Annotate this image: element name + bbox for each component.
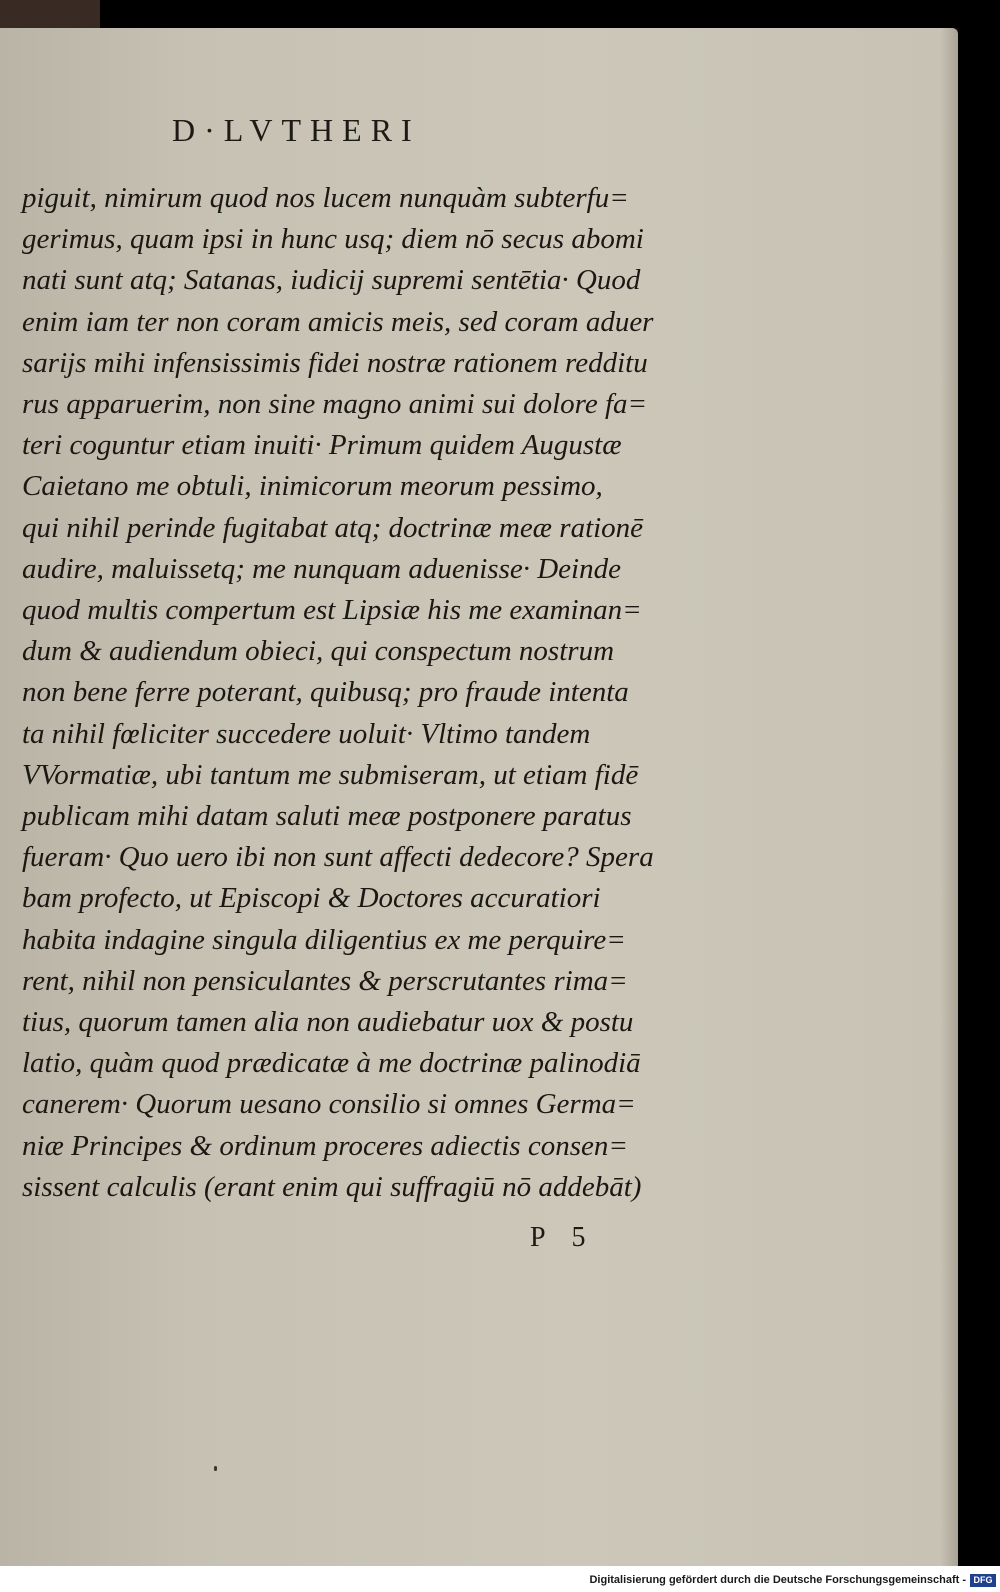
ink-speck (214, 1466, 217, 1471)
text-line: sissent calculis (erant enim qui suffragiū nō addebāt) (22, 1170, 642, 1203)
dfg-logo-icon: DFG (970, 1574, 996, 1587)
text-line: piguit, nimirum quod nos lucem nunquàm subterfu= (22, 182, 629, 214)
text-line: rus apparuerim, non sine magno animi sui dolore fa= (22, 388, 648, 421)
running-head: D·LVTHERI (172, 112, 421, 148)
text-line: enim iam ter non coram amicis meis, sed coram aduer (22, 305, 654, 338)
text-line: quod multis compertum est Lipsiæ his me examinan= (22, 594, 642, 627)
text-line: niæ Principes & ordinum proceres adiectis consen= (22, 1129, 628, 1162)
text-line: fueram· Quo uero ibi non sunt affecti dedecore? Spera (22, 841, 654, 874)
text-line: habita indagine singula diligentius ex me perquire= (22, 923, 626, 956)
text-line: publicam mihi datam saluti meæ postponere paratus (22, 800, 632, 833)
text-line: VVormatiæ, ubi tantum me submiseram, ut etiam fidē (22, 758, 639, 791)
text-line: rent, nihil non pensiculantes & perscrutantes rima= (22, 964, 628, 997)
signature-mark: P 5 (530, 1222, 596, 1253)
page-edge-shadow (940, 28, 958, 1566)
text-line: qui nihil perinde fugitabat atq; doctrinæ meæ rationē (22, 511, 644, 544)
text-line: latio, quàm quod prædicatæ à me doctrinæ palinodiā (22, 1047, 641, 1080)
body-text (22, 178, 662, 1208)
text-line: nati sunt atq; Satanas, iudicij supremi sentētia· Quod (22, 264, 641, 297)
text-line: Caietano me obtuli, inimicorum meorum pessimo, (22, 470, 603, 503)
text-line: sarijs mihi infensissimis fidei nostræ rationem redditu (22, 346, 648, 379)
funding-credit: Digitalisierung gefördert durch die Deutsche Forschungsgemeinschaft - (589, 1574, 966, 1586)
text-line: gerimus, quam ipsi in hunc usq; diem nō secus abomi (22, 223, 644, 256)
text-line: canerem· Quorum uesano consilio si omnes Germa= (22, 1088, 636, 1121)
text-line: dum & audiendum obieci, qui conspectum nostrum (22, 635, 615, 668)
text-line: bam profecto, ut Episcopi & Doctores accuratiori (22, 882, 601, 915)
footer-bar (0, 1566, 1000, 1592)
text-line: tius, quorum tamen alia non audiebatur uox & postu (22, 1006, 634, 1039)
text-line: ta nihil fœliciter succedere uoluit· Vltimo tandem (22, 717, 591, 750)
text-line: teri coguntur etiam inuiti· Primum quidem Augustæ (22, 429, 622, 462)
text-line: audire, maluissetq; me nunquam aduenisse· Deinde (22, 552, 621, 585)
text-line: non bene ferre poterant, quibusq; pro fraude intenta (22, 676, 629, 709)
